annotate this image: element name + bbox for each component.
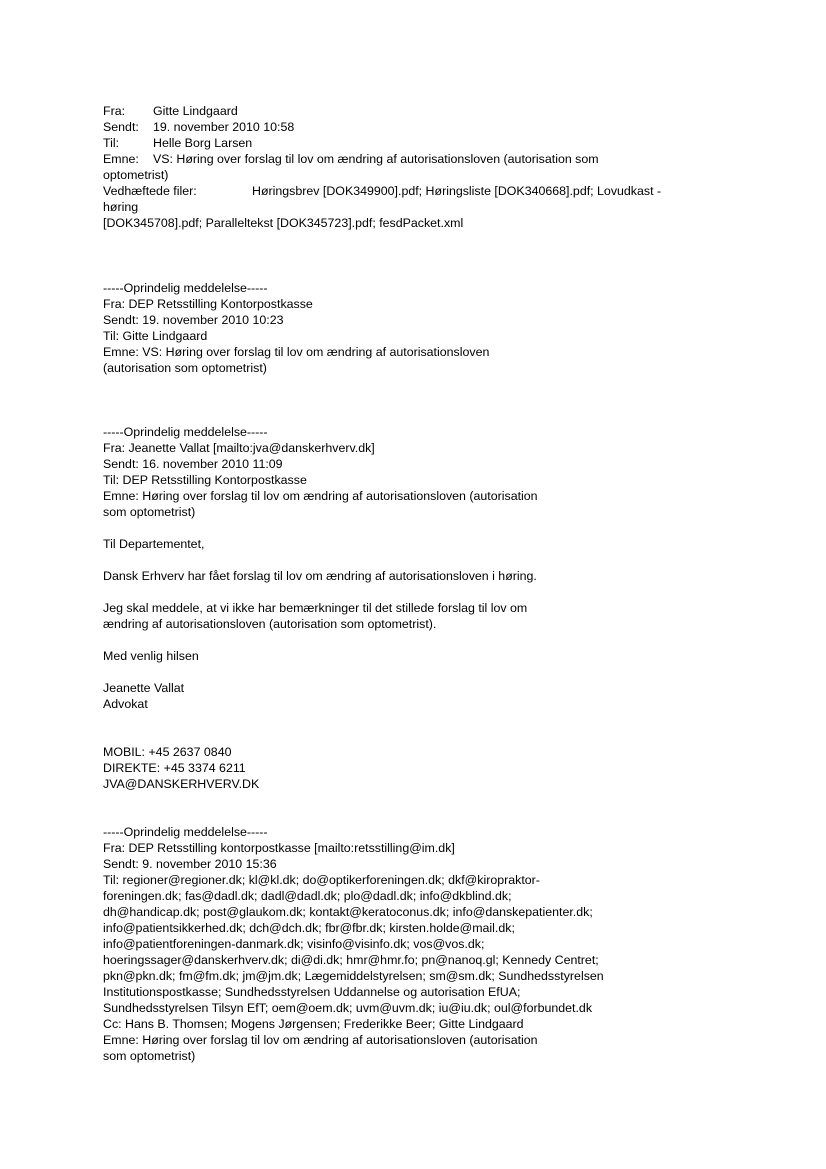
forward1-sent: Sendt: 19. november 2010 10:23 <box>103 313 284 327</box>
sent-label: Sendt: <box>103 120 139 134</box>
subject-label: Emne: <box>103 152 139 166</box>
attachments-row <box>103 184 662 199</box>
greeting: Til Departementet, <box>103 537 205 551</box>
signature-title: Advokat <box>103 697 148 711</box>
forward2-to: Til: DEP Retsstilling Kontorpostkasse <box>103 473 307 487</box>
from-label: Fra: <box>103 104 126 118</box>
sent-row <box>103 120 295 135</box>
attachments-label: Vedhæftede filer: <box>103 184 197 198</box>
original-message-divider: -----Oprindelig meddelelse----- <box>103 425 268 439</box>
to-value: Helle Borg Larsen <box>153 136 253 150</box>
forward2-subject-continuation: som optometrist) <box>103 505 196 519</box>
attachments-value: Høringsbrev [DOK349900].pdf; Høringsliste [DOK340668].pdf; Lovudkast - <box>252 184 662 198</box>
sent-value: 19. november 2010 10:58 <box>153 120 295 134</box>
recipient-line: dh@handicap.dk; post@glaukom.dk; kontakt@keratoconus.dk; info@danskepatienter.dk; <box>103 905 593 919</box>
recipient-line: foreningen.dk; fas@dadl.dk; dadl@dadl.dk; plo@dadl.dk; info@dkblind.dk; <box>103 889 512 903</box>
recipient-line: hoeringssager@danskerhverv.dk; di@di.dk; hmr@hmr.fo; pn@nanoq.gl; Kennedy Centret; <box>103 953 599 967</box>
forward3-cc: Cc: Hans B. Thomsen; Mogens Jørgensen; Frederikke Beer; Gitte Lindgaard <box>103 1017 524 1031</box>
recipient-line: info@patientsikkerhed.dk; dch@dch.dk; fbr@fbr.dk; kirsten.holde@mail.dk; <box>103 921 515 935</box>
recipient-line: pkn@pkn.dk; fm@fm.dk; jm@jm.dk; Lægemiddelstyrelsen; sm@sm.dk; Sundhedsstyrelsen <box>103 969 604 983</box>
closing: Med venlig hilsen <box>103 649 199 663</box>
signature-email: JVA@DANSKERHVERV.DK <box>103 777 260 791</box>
signature-direct: DIREKTE: +45 3374 6211 <box>103 761 246 775</box>
forward3-subject: Emne: Høring over forslag til lov om ændring af autorisationsloven (autorisation <box>103 1033 538 1047</box>
to-label: Til: <box>103 136 120 150</box>
to-row <box>103 136 253 151</box>
body-paragraph-1: Dansk Erhverv har fået forslag til lov om ændring af autorisationsloven i høring. <box>103 569 537 583</box>
forward3-from: Fra: DEP Retsstilling kontorpostkasse [mailto:retsstilling@im.dk] <box>103 841 455 855</box>
forward1-subject-continuation: (autorisation som optometrist) <box>103 361 267 375</box>
recipient-line: Til: regioner@regioner.dk; kl@kl.dk; do@optikerforeningen.dk; dkf@kiropraktor- <box>103 873 540 887</box>
forward2-subject: Emne: Høring over forslag til lov om ændring af autorisationsloven (autorisation <box>103 489 538 503</box>
signature-name: Jeanette Vallat <box>103 681 185 695</box>
from-value: Gitte Lindgaard <box>153 104 238 118</box>
forward3-sent: Sendt: 9. november 2010 15:36 <box>103 857 277 871</box>
attachments-continuation-2: [DOK345708].pdf; Paralleltekst [DOK345723].pdf; fesdPacket.xml <box>103 216 464 230</box>
subject-row <box>103 152 599 167</box>
body-paragraph-2-continuation: ændring af autorisationsloven (autorisation som optometrist). <box>103 617 437 631</box>
forward1-subject: Emne: VS: Høring over forslag til lov om ændring af autorisationsloven <box>103 345 490 359</box>
original-message-divider: -----Oprindelig meddelelse----- <box>103 281 268 295</box>
forward1-from: Fra: DEP Retsstilling Kontorpostkasse <box>103 297 313 311</box>
forward3-subject-continuation: som optometrist) <box>103 1049 196 1063</box>
recipient-line: Institutionspostkasse; Sundhedsstyrelsen Uddannelse og autorisation EfUA; <box>103 985 521 999</box>
forward2-sent: Sendt: 16. november 2010 11:09 <box>103 457 283 471</box>
original-message-divider: -----Oprindelig meddelelse----- <box>103 825 268 839</box>
signature-mobile: MOBIL: +45 2637 0840 <box>103 745 232 759</box>
recipient-line: Sundhedsstyrelsen Tilsyn EfT; oem@oem.dk; uvm@uvm.dk; iu@iu.dk; oul@forbundet.dk <box>103 1001 593 1015</box>
subject-continuation: optometrist) <box>103 168 169 182</box>
subject-value: VS: Høring over forslag til lov om ændring af autorisationsloven (autorisation som <box>153 152 599 166</box>
from-row <box>103 104 238 119</box>
forward1-to: Til: Gitte Lindgaard <box>103 329 208 343</box>
recipient-line: info@patientforeningen-danmark.dk; visinfo@visinfo.dk; vos@vos.dk; <box>103 937 485 951</box>
body-paragraph-2: Jeg skal meddele, at vi ikke har bemærkninger til det stillede forslag til lov om <box>103 601 528 615</box>
forward2-from: Fra: Jeanette Vallat [mailto:jva@danskerhverv.dk] <box>103 441 375 455</box>
attachments-continuation: høring <box>103 200 139 214</box>
